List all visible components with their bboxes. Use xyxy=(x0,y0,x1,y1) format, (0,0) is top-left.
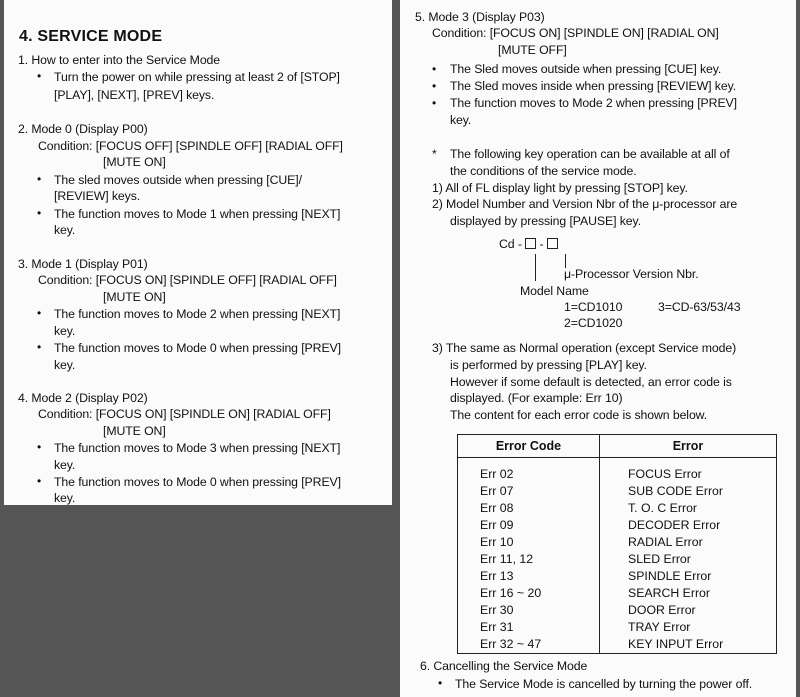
error-name-cell: SLED Error xyxy=(628,552,691,566)
section-4-heading: 4. Mode 2 (Display P02) xyxy=(18,391,148,405)
model-3: 3=CD-63/53/43 xyxy=(658,300,741,314)
error-code-cell: Err 10 xyxy=(458,534,600,551)
note-item-3: 3) The same as Normal operation (except Service mode) xyxy=(432,341,737,355)
note-item-3-cont: displayed. (For example: Err 10) xyxy=(450,391,623,405)
error-name-cell: TRAY Error xyxy=(628,620,691,634)
cd-prefix: Cd - xyxy=(499,237,522,251)
error-name-cell: SUB CODE Error xyxy=(628,484,723,498)
table-row xyxy=(458,585,777,602)
table-row xyxy=(458,458,777,484)
section-3-condition-cont: [MUTE ON] xyxy=(103,290,166,304)
note-text: The following key operation can be available at all of xyxy=(450,147,730,161)
error-code-cell: Err 07 xyxy=(458,483,600,500)
model-box-icon xyxy=(525,238,536,249)
model-1: 1=CD1010 xyxy=(564,300,623,314)
column-header-error: Error xyxy=(600,435,777,458)
error-name-cell: DECODER Error xyxy=(628,518,721,532)
table-row xyxy=(458,602,777,619)
note-item-3-cont: is performed by pressing [PLAY] key. xyxy=(450,358,647,372)
column-header-error-code: Error Code xyxy=(458,435,600,458)
section-6-bullet-text: The Service Mode is cancelled by turning the power off. xyxy=(455,677,753,691)
section-2-bullet-text: The function moves to Mode 1 when pressing [NEXT] xyxy=(54,207,341,221)
diagram-cd-code xyxy=(499,237,558,252)
section-5-bullet-text: The Sled moves outside when pressing [CUE] key. xyxy=(450,62,722,76)
version-leader-line xyxy=(565,254,566,268)
error-name-cell: T. O. C Error xyxy=(628,501,698,515)
section-3-bullet-text: key. xyxy=(54,358,76,372)
table-row xyxy=(458,517,777,534)
table-row xyxy=(458,483,777,500)
section-5-heading: 5. Mode 3 (Display P03) xyxy=(415,10,545,24)
note-item-1: 1) All of FL display light by pressing [STOP] key. xyxy=(432,181,688,195)
section-3-bullet-text: The function moves to Mode 0 when pressing [PREV] xyxy=(54,341,341,355)
section-2-heading: 2. Mode 0 (Display P00) xyxy=(18,122,148,136)
version-box-icon xyxy=(547,238,558,249)
section-4-bullet-text: key. xyxy=(54,491,76,505)
bullet: • xyxy=(37,340,42,354)
error-name-cell: RADIAL Error xyxy=(628,535,703,549)
section-5-bullet-text: key. xyxy=(450,113,472,127)
section-5-condition: Condition: [FOCUS ON] [SPINDLE ON] [RADIAL ON] xyxy=(432,26,719,40)
section-1-bullet-text: Turn the power on while pressing at least 2 of [STOP] xyxy=(54,70,340,84)
table-row xyxy=(458,500,777,517)
error-code-cell: Err 02 xyxy=(458,458,600,484)
model-leader-line xyxy=(535,254,536,281)
error-code-cell: Err 08 xyxy=(458,500,600,517)
right-column xyxy=(400,0,796,697)
note-text: the conditions of the service mode. xyxy=(450,164,637,178)
section-5-condition-cont: [MUTE OFF] xyxy=(498,43,567,57)
section-3-condition: Condition: [FOCUS ON] [SPINDLE OFF] [RADIAL OFF] xyxy=(38,273,337,287)
table-row xyxy=(458,619,777,636)
table-header-row xyxy=(458,435,777,458)
bullet: • xyxy=(37,69,42,83)
asterisk: * xyxy=(432,147,437,161)
error-code-cell: Err 09 xyxy=(458,517,600,534)
bullet: • xyxy=(37,440,42,454)
bullet: • xyxy=(438,676,443,690)
section-4-bullet-text: The function moves to Mode 3 when pressing [NEXT] xyxy=(54,441,341,455)
bullet: • xyxy=(37,306,42,320)
table-row xyxy=(458,568,777,585)
left-column xyxy=(4,0,392,505)
model-label: Model Name xyxy=(520,284,589,298)
error-name-cell: SEARCH Error xyxy=(628,586,710,600)
section-2-bullet-text: [REVIEW] keys. xyxy=(54,189,141,203)
section-2-condition: Condition: [FOCUS OFF] [SPINDLE OFF] [RADIAL OFF] xyxy=(38,139,343,153)
error-name-cell: KEY INPUT Error xyxy=(628,637,724,651)
error-code-table xyxy=(457,434,777,654)
note-item-2-cont: displayed by pressing [PAUSE] key. xyxy=(450,214,641,228)
version-label: μ-Processor Version Nbr. xyxy=(564,267,699,281)
table-row xyxy=(458,551,777,568)
error-code-cell: Err 32 ~ 47 xyxy=(458,636,600,654)
table-row xyxy=(458,636,777,654)
error-code-cell: Err 13 xyxy=(458,568,600,585)
bullet: • xyxy=(37,206,42,220)
section-1-heading: 1. How to enter into the Service Mode xyxy=(18,53,221,67)
section-5-bullet-text: The function moves to Mode 2 when pressing [PREV] xyxy=(450,96,737,110)
error-code-cell: Err 30 xyxy=(458,602,600,619)
section-4-condition: Condition: [FOCUS ON] [SPINDLE ON] [RADIAL OFF] xyxy=(38,407,331,421)
note-item-3-cont: The content for each error code is shown below. xyxy=(450,408,708,422)
bullet: • xyxy=(432,96,437,110)
section-6-heading: 6. Cancelling the Service Mode xyxy=(420,659,588,673)
note-item-2: 2) Model Number and Version Nbr of the μ-processor are xyxy=(432,197,738,211)
section-3-heading: 3. Mode 1 (Display P01) xyxy=(18,257,148,271)
section-2-bullet-text: The sled moves outside when pressing [CUE]/ xyxy=(54,173,302,187)
section-1-bullet-text: [PLAY], [NEXT], [PREV] keys. xyxy=(54,88,215,102)
error-code-cell: Err 16 ~ 20 xyxy=(458,585,600,602)
page-title: 4. SERVICE MODE xyxy=(19,28,163,45)
section-4-bullet-text: The function moves to Mode 0 when pressing [PREV] xyxy=(54,475,341,489)
table-row xyxy=(458,534,777,551)
section-2-bullet-text: key. xyxy=(54,223,76,237)
bullet: • xyxy=(432,79,437,93)
error-code-cell: Err 31 xyxy=(458,619,600,636)
section-3-bullet-text: The function moves to Mode 2 when pressing [NEXT] xyxy=(54,307,341,321)
bullet: • xyxy=(37,172,42,186)
dash: - xyxy=(539,237,544,251)
error-name-cell: FOCUS Error xyxy=(628,467,702,481)
section-2-condition-cont: [MUTE ON] xyxy=(103,155,166,169)
bullet: • xyxy=(37,474,42,488)
model-2: 2=CD1020 xyxy=(564,316,623,330)
note-item-3-cont: However if some default is detected, an error code is xyxy=(450,375,732,389)
error-name-cell: DOOR Error xyxy=(628,603,696,617)
bullet: • xyxy=(432,62,437,76)
error-table-body xyxy=(458,458,777,654)
section-3-bullet-text: key. xyxy=(54,324,76,338)
section-5-bullet-text: The Sled moves inside when pressing [REVIEW] key. xyxy=(450,79,737,93)
section-4-bullet-text: key. xyxy=(54,458,76,472)
error-name-cell: SPINDLE Error xyxy=(628,569,712,583)
error-code-cell: Err 11, 12 xyxy=(458,551,600,568)
section-4-condition-cont: [MUTE ON] xyxy=(103,424,166,438)
